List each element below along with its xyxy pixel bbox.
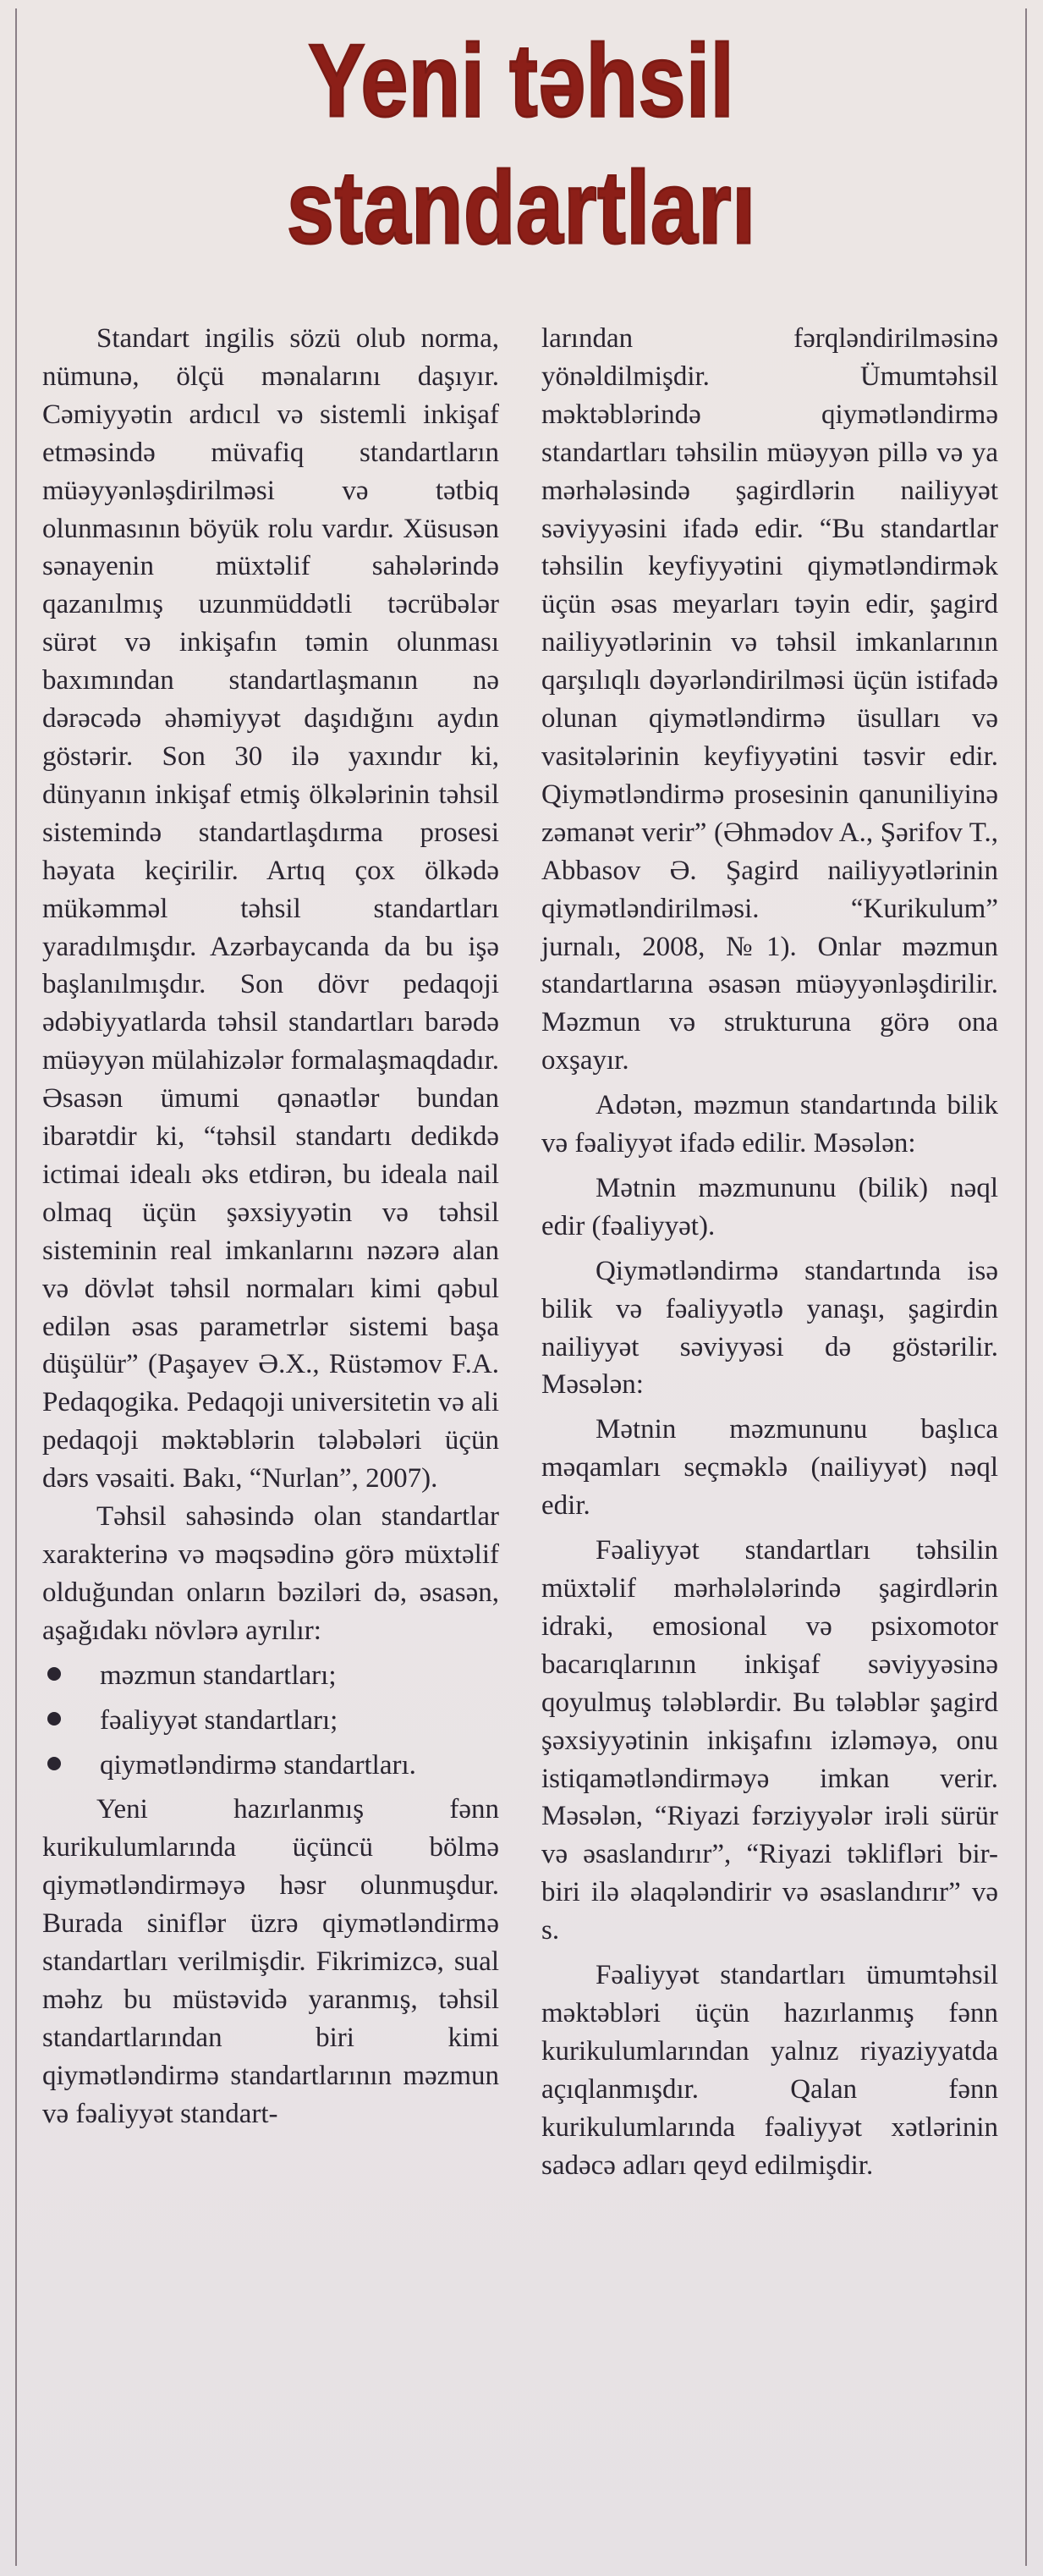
- right-paragraph-3: Mətnin məzmununu (bilik) nəql edir (fəaliyyət).: [541, 1172, 998, 1241]
- bullet-item-content-standards: [42, 1657, 499, 1695]
- left-column: [42, 320, 499, 2133]
- bullet-icon: [47, 1757, 61, 1770]
- bullet-item-assessment-standards: [42, 1747, 499, 1785]
- right-column: [541, 320, 998, 2185]
- right-paragraph-4: Qiymətləndirmə standartında isə bilik və fəaliyyətlə yanaşı, şagirdin nailiyyət səviyyəsi də göstərilir. Məsələn:: [541, 1255, 998, 1401]
- right-paragraph-6: Fəaliyyət standartları təhsilin müxtəlif mərhələlərində şagirdlərin idraki, emosional və psixomotor bacarıqlarının inkişaf səviyyəsinə qoyulmuş tələblərdir. Bu tələblər şagird şəxsiyyətinin inkişafını izləməyə, onu istiqamətləndirməyə imkan verir. Məsələn, “Riyazi fərziyyələr irəli sürür və əsaslandırır”, “Riyazi təklifləri bir-biri ilə əlaqələndirir və əsaslandırır” və s.: [541, 1535, 998, 1946]
- bullet-text: qiymətləndirmə standartları.: [100, 1749, 416, 1781]
- article-title: [94, 17, 949, 271]
- title-line-2: standartları: [287, 150, 756, 265]
- left-paragraph-2: Təhsil sahəsində olan standartlar xarakterinə və məqsədinə görə müxtəlif olduğundan onların bəziləri də, əsasən, aşağıdakı növlərə ayrılır:: [42, 1501, 499, 1646]
- bullet-icon: [47, 1712, 61, 1726]
- bullet-text: məzmun standartları;: [100, 1660, 337, 1691]
- bullet-text: fəaliyyət standartları;: [100, 1704, 338, 1736]
- right-paragraph-7: Fəaliyyət standartları ümumtəhsil məktəbləri üçün hazırlanmış fənn kurikulumlarından yalnız riyaziyyatda açıqlanmışdır. Qalan fənn kurikulumlarında fəaliyyət xətlərinin sadəcə adları qeyd edilmişdir.: [541, 1960, 998, 2181]
- right-paragraph-5: Mətnin məzmununu başlıca məqamları seçməklə (nailiyyət) nəql edir.: [541, 1414, 998, 1522]
- title-line-1: Yeni təhsil: [308, 23, 735, 138]
- left-paragraph-3: Yeni hazırlanmış fənn kurikulumlarında üçüncü bölmə qiymətləndirməyə həsr olunmuşdur. Burada siniflər üzrə qiymətləndirmə standartları verilmişdir. Fikrimizcə, sual məhz bu müstəvidə yaranmış, təhsil standartlarından biri kimi qiymətləndirmə standartlarının məzmun və fəaliyyət standart-: [42, 1794, 499, 2129]
- right-paragraph-1: larından fərqləndirilməsinə yönəldilmişdir. Ümumtəhsil məktəblərində qiymətləndirmə standartları təhsilin müəyyən pillə və ya mərhələsində şagirdlərin nailiyyət səviyyəsini ifadə edir. “Bu standartlar təhsilin keyfiyyətini qiymətləndirmək üçün əsas meyarları təyin edir, şagird nailiyyətlərinin və təhsil imkanlarının qarşılıqlı dəyərləndirilməsi üçün istifadə olunan qiymətləndirmə üsulları və vasitələrinin keyfiyyətini təsvir edir. Qiymətləndirmə prosesinin qanuniliyinə zəmanət verir” (Əhmədov A., Şərifov T., Abbasov Ə. Şagird nailiyyətlərinin qiymətləndirilməsi. “Kurikulum” jurnalı, 2008, №1). Onlar məzmun standartlarına əsasən müəyyənləşdirilir. Məzmun və strukturuna görə ona oxşayır.: [541, 323, 998, 1076]
- bullet-icon: [47, 1667, 61, 1681]
- right-paragraph-2: Adətən, məzmun standartında bilik və fəaliyyət ifadə edilir. Məsələn:: [541, 1090, 998, 1159]
- bullet-item-activity-standards: [42, 1702, 499, 1740]
- left-paragraph-1: Standart ingilis sözü olub norma, nümunə, ölçü mənalarını daşıyır. Cəmiyyətin ardıcıl və sistemli inkişaf etməsində müvafiq standartların müəyyənləşdirilməsi və tətbiq olunmasının böyük rolu vardır. Xüsusən sənayenin müxtəlif sahələrində qazanılmış uzunmüddətli təcrübələr sürət və inkişafın təmin olunması baxımından standartlaşmanın nə dərəcədə əhəmiyyət daşıdığını aydın göstərir. Son 30 ilə yaxındır ki, dünyanın inkişaf etmiş ölkələrinin təhsil sistemində standartlaşdırma prosesi həyata keçirilir. Artıq çox ölkədə mükəmməl təhsil standartları yaradılmışdır. Azərbaycanda da bu işə başlanılmışdır. Son dövr pedaqoji ədəbiyyatlarda təhsil standartları barədə müəyyən mülahizələr formalaşmaqdadır. Əsasən ümumi qənaətlər bundan ibarətdir ki, “təhsil standartı dedikdə ictimai idealı əks etdirən, bu ideala nail olmaq üçün şəxsiyyətin və təhsil sisteminin real imkanlarını nəzərə alan və dövlət təhsil normaları kimi qəbul edilən əsas parametrlər sistemi başa düşülür” (Paşayev Ə.X., Rüstəmov F.A. Pedaqogika. Pedaqoji universitetin və ali pedaqoji məktəblərin tələbələri üçün dərs vəsaiti. Bakı, “Nurlan”, 2007).: [42, 323, 499, 1494]
